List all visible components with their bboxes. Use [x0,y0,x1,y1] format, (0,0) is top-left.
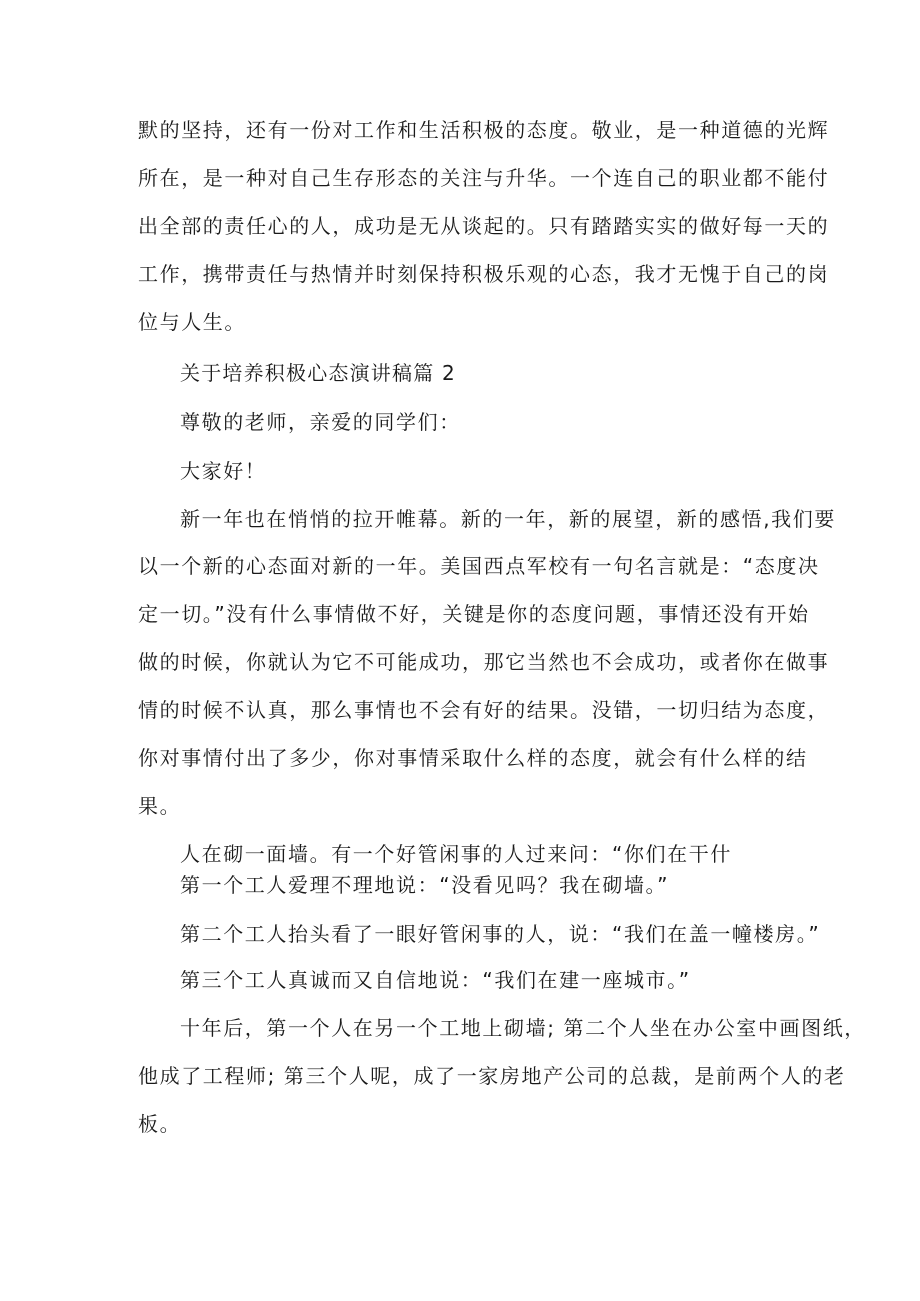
ending-line-1: 十年后，第一个人在另一个工地上砌墙; 第二个人坐在办公室中画图纸， [180,1016,866,1040]
story-line-3: 第二个工人抬头看了一眼好管闲事的人，说：“我们在盖一幢楼房。” [180,922,821,946]
ending-line-3: 板。 [138,1112,182,1136]
body-line-6: 你对事情付出了多少，你对事情采取什么样的态度，就会有什么样的结 [138,746,808,770]
intro-line-1: 默的坚持，还有一份对工作和生活积极的态度。敬业，是一种道德的光辉 [138,118,830,142]
story-line-2: 第一个工人爱理不理地说：“没看见吗？我在砌墙。” [180,873,670,897]
body-line-4: 做的时候，你就认为它不可能成功，那它当然也不会成功，或者你在做事 [138,650,830,674]
salutation: 大家好！ [180,459,267,483]
body-line-2: 以一个新的心态面对新的一年。美国西点军校有一句名言就是：“态度决 [138,554,820,578]
intro-line-5: 位与人生。 [138,310,246,334]
intro-line-2: 所在，是一种对自己生存形态的关注与升华。一个连自己的职业都不能付 [138,166,830,190]
ending-line-2: 他成了工程师; 第三个人呢，成了一家房地产公司的总裁，是前两个人的老 [138,1064,846,1088]
body-line-5: 情的时候不认真，那么事情也不会有好的结果。没错，一切归结为态度， [138,698,830,722]
body-line-3: 定一切。”没有什么事情做不好，关键是你的态度问题，事情还没有开始 [138,602,810,626]
body-line-1: 新一年也在悄悄的拉开帷幕。新的一年，新的展望，新的感悟,我们要 [180,507,836,531]
intro-line-4: 工作，携带责任与热情并时刻保持积极乐观的心态，我才无愧于自己的岗 [138,262,830,286]
intro-line-3: 出全部的责任心的人，成功是无从谈起的。只有踏踏实实的做好每一天的 [138,214,830,238]
section-heading: 关于培养积极心态演讲稿篇 2 [180,361,456,385]
story-line-1: 人在砌一面墙。有一个好管闲事的人过来问：“你们在干什 [180,842,732,866]
story-line-4: 第三个工人真诚而又自信地说：“我们在建一座城市。” [180,968,691,992]
body-line-7: 果。 [138,794,182,818]
greeting: 尊敬的老师，亲爱的同学们： [180,410,461,434]
